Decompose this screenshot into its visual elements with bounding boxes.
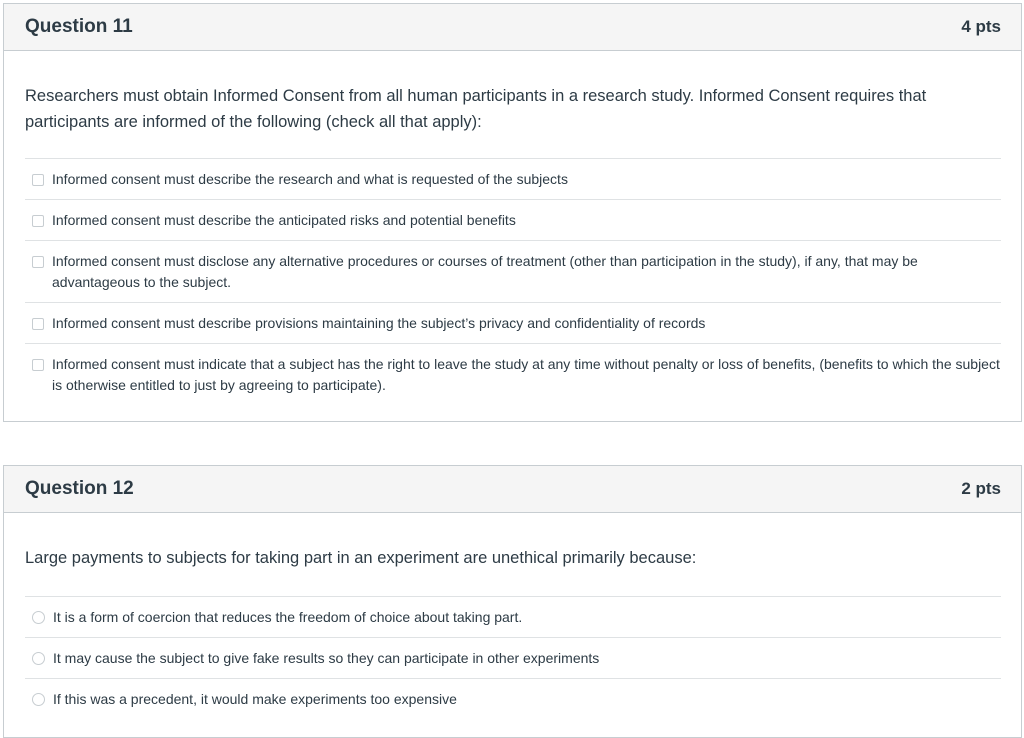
question-header <box>4 4 1021 51</box>
answer-label[interactable]: Informed consent must describe provisions maintaining the subject’s privacy and confidentiality of records <box>52 315 706 331</box>
radio-button[interactable] <box>32 652 45 665</box>
question-text: Large payments to subjects for taking part in an experiment are unethical primarily because: <box>25 549 697 567</box>
answer-label[interactable]: Informed consent must disclose any alternative procedures or courses of treatment (other than participation in the study), if any, that may be advantageous to the subject. <box>52 253 918 290</box>
checkbox[interactable] <box>32 256 44 268</box>
answer-option-2[interactable] <box>25 199 1001 240</box>
answer-label[interactable]: Informed consent must indicate that a subject has the right to leave the study at any time without penalty or loss of benefits, (benefits to which the subject is otherwise entitled to just by agreeing to participate). <box>52 356 1000 393</box>
radio-button[interactable] <box>32 693 45 706</box>
answer-option-3[interactable] <box>25 240 1001 302</box>
answer-label[interactable]: It may cause the subject to give fake results so they can participate in other experiments <box>53 650 600 666</box>
answer-label[interactable]: It is a form of coercion that reduces the freedom of choice about taking part. <box>53 609 523 625</box>
checkbox[interactable] <box>32 318 44 330</box>
checkbox[interactable] <box>32 174 44 186</box>
answer-label[interactable]: Informed consent must describe the research and what is requested of the subjects <box>52 171 568 187</box>
checkbox[interactable] <box>32 215 44 227</box>
question-points: 4 pts <box>961 17 1001 36</box>
answer-list <box>25 596 1001 719</box>
answer-label[interactable]: Informed consent must describe the anticipated risks and potential benefits <box>52 212 516 228</box>
answer-label[interactable]: If this was a precedent, it would make experiments too expensive <box>53 691 457 707</box>
checkbox[interactable] <box>32 359 44 371</box>
answer-option-4[interactable] <box>25 302 1001 343</box>
answer-option-1[interactable] <box>25 158 1001 199</box>
answer-option-3[interactable] <box>25 678 1001 719</box>
question-title: Question 12 <box>25 478 134 499</box>
question-text: Researchers must obtain Informed Consent from all human participants in a research study. Informed Consent requires that participants are informed of the following (check all that apply): <box>25 87 927 131</box>
question-11 <box>3 3 1022 422</box>
question-points: 2 pts <box>961 479 1001 498</box>
question-header <box>4 466 1021 513</box>
answer-option-1[interactable] <box>25 596 1001 637</box>
question-title: Question 11 <box>25 16 133 37</box>
question-12 <box>3 465 1022 738</box>
radio-button[interactable] <box>32 611 45 624</box>
answer-option-5[interactable] <box>25 343 1001 405</box>
answer-list <box>25 158 1001 405</box>
answer-option-2[interactable] <box>25 637 1001 678</box>
